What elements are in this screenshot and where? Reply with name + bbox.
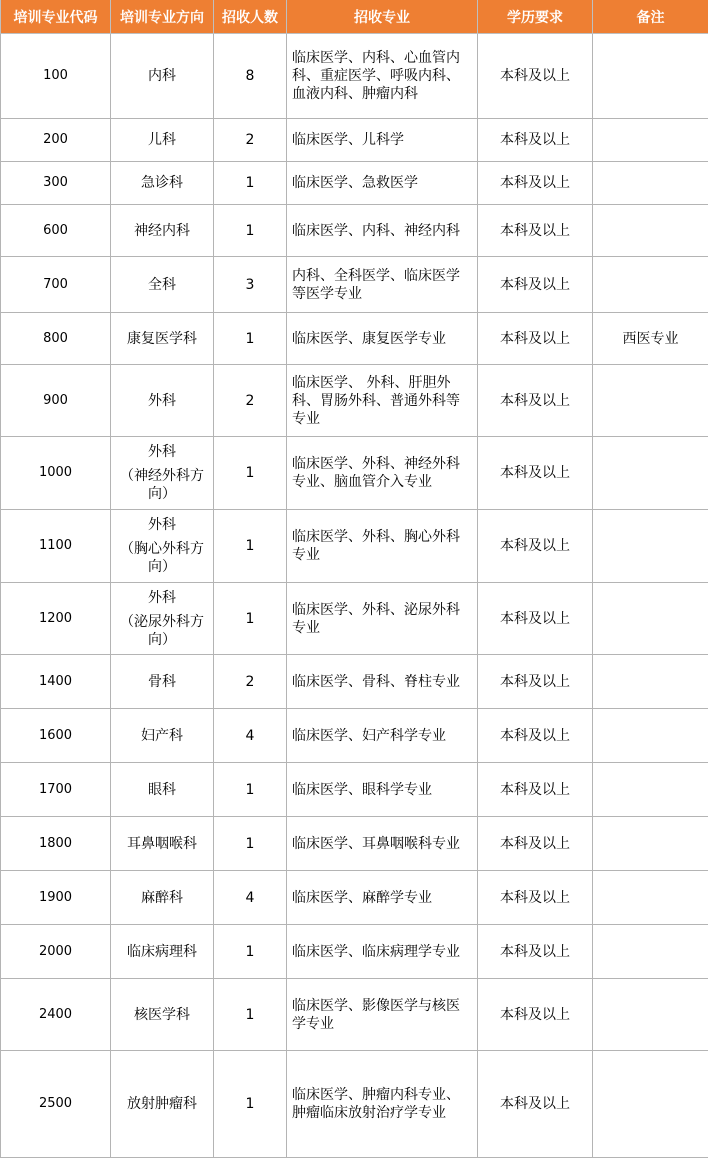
cell-code: 200 [1, 119, 111, 162]
cell-note [593, 655, 708, 709]
cell-note [593, 205, 708, 257]
direction-sub: （胸心外科方向） [120, 541, 204, 575]
cell-major: 临床医学、 外科、肝胆外科、胃肠外科、普通外科等专业 [287, 365, 478, 437]
table-row [1, 162, 708, 205]
cell-major: 内科、全科医学、临床医学等医学专业 [287, 257, 478, 313]
direction-sub: （神经外科方向） [120, 468, 204, 502]
table-row [1, 365, 708, 437]
cell-note [593, 119, 708, 162]
cell-note [593, 34, 708, 119]
direction-main: 外科 [148, 392, 176, 409]
direction-main: 儿科 [148, 132, 176, 148]
direction-main: 神经内科 [134, 222, 190, 239]
cell-major: 临床医学、临床病理学专业 [287, 925, 478, 979]
cell-education: 本科及以上 [478, 871, 593, 925]
table-row [1, 1051, 708, 1158]
table-row [1, 510, 708, 583]
cell-note [593, 365, 708, 437]
cell-count: 1 [214, 763, 287, 817]
table-row [1, 34, 708, 119]
cell-education: 本科及以上 [478, 119, 593, 162]
cell-education: 本科及以上 [478, 205, 593, 257]
cell-major: 临床医学、耳鼻咽喉科专业 [287, 817, 478, 871]
cell-education: 本科及以上 [478, 257, 593, 313]
cell-note [593, 257, 708, 313]
cell-direction [111, 979, 214, 1051]
header-note: 备注 [593, 0, 708, 34]
cell-major: 临床医学、外科、胸心外科专业 [287, 510, 478, 583]
cell-education: 本科及以上 [478, 583, 593, 655]
cell-direction [111, 763, 214, 817]
cell-education: 本科及以上 [478, 655, 593, 709]
cell-direction [111, 583, 214, 655]
cell-education: 本科及以上 [478, 1051, 593, 1158]
table-body [1, 34, 708, 1158]
table-row [1, 119, 708, 162]
cell-direction [111, 119, 214, 162]
cell-note [593, 817, 708, 871]
cell-note [593, 162, 708, 205]
cell-major: 临床医学、影像医学与核医学专业 [287, 979, 478, 1051]
table-row [1, 871, 708, 925]
cell-code: 2400 [1, 979, 111, 1051]
cell-code: 2500 [1, 1051, 111, 1158]
table-row [1, 437, 708, 510]
cell-direction [111, 871, 214, 925]
cell-code: 1800 [1, 817, 111, 871]
table-row [1, 583, 708, 655]
cell-note [593, 979, 708, 1051]
cell-count: 1 [214, 205, 287, 257]
cell-code: 1900 [1, 871, 111, 925]
cell-code: 1600 [1, 709, 111, 763]
cell-direction [111, 365, 214, 437]
cell-major: 临床医学、内科、心血管内科、重症医学、呼吸内科、血液内科、肿瘤内科 [287, 34, 478, 119]
cell-code: 1700 [1, 763, 111, 817]
direction-main: 急诊科 [141, 175, 183, 191]
cell-major: 临床医学、儿科学 [287, 119, 478, 162]
cell-direction [111, 655, 214, 709]
direction-main: 麻醉科 [141, 889, 183, 906]
cell-education: 本科及以上 [478, 437, 593, 510]
cell-count: 1 [214, 1051, 287, 1158]
cell-major: 临床医学、急救医学 [287, 162, 478, 205]
cell-major: 临床医学、内科、神经内科 [287, 205, 478, 257]
direction-main: 内科 [148, 68, 176, 84]
cell-major: 临床医学、外科、神经外科专业、脑血管介入专业 [287, 437, 478, 510]
cell-note: 西医专业 [593, 313, 708, 365]
cell-count: 1 [214, 510, 287, 583]
cell-count: 8 [214, 34, 287, 119]
cell-count: 3 [214, 257, 287, 313]
cell-count: 2 [214, 655, 287, 709]
cell-major: 临床医学、肿瘤内科专业、肿瘤临床放射治疗学专业 [287, 1051, 478, 1158]
cell-note [593, 583, 708, 655]
cell-education: 本科及以上 [478, 979, 593, 1051]
cell-major: 临床医学、康复医学专业 [287, 313, 478, 365]
cell-note [593, 437, 708, 510]
cell-education: 本科及以上 [478, 313, 593, 365]
cell-count: 2 [214, 119, 287, 162]
direction-main: 临床病理科 [127, 943, 197, 960]
table-row [1, 257, 708, 313]
cell-education: 本科及以上 [478, 162, 593, 205]
direction-main: 核医学科 [134, 1006, 190, 1023]
cell-education: 本科及以上 [478, 34, 593, 119]
cell-code: 600 [1, 205, 111, 257]
header-major: 招收专业 [287, 0, 478, 34]
cell-note [593, 925, 708, 979]
cell-direction [111, 437, 214, 510]
cell-education: 本科及以上 [478, 510, 593, 583]
table-row [1, 205, 708, 257]
direction-main: 耳鼻咽喉科 [127, 835, 197, 852]
cell-count: 1 [214, 162, 287, 205]
direction-main: 放射肿瘤科 [127, 1096, 197, 1112]
table-row [1, 313, 708, 365]
cell-education: 本科及以上 [478, 763, 593, 817]
cell-direction [111, 817, 214, 871]
direction-main: 康复医学科 [127, 330, 197, 347]
cell-code: 900 [1, 365, 111, 437]
cell-count: 1 [214, 313, 287, 365]
table-row [1, 817, 708, 871]
cell-count: 2 [214, 365, 287, 437]
cell-direction [111, 162, 214, 205]
header-count: 招收人数 [214, 0, 287, 34]
direction-main: 外科 [148, 517, 176, 533]
cell-note [593, 709, 708, 763]
cell-count: 1 [214, 583, 287, 655]
cell-education: 本科及以上 [478, 817, 593, 871]
cell-count: 1 [214, 817, 287, 871]
cell-code: 300 [1, 162, 111, 205]
cell-direction [111, 205, 214, 257]
cell-code: 2000 [1, 925, 111, 979]
cell-code: 1200 [1, 583, 111, 655]
table-row [1, 763, 708, 817]
direction-main: 眼科 [148, 781, 176, 798]
cell-education: 本科及以上 [478, 709, 593, 763]
cell-major: 临床医学、妇产科学专业 [287, 709, 478, 763]
direction-sub: （泌尿外科方向） [120, 613, 204, 648]
cell-direction [111, 313, 214, 365]
cell-major: 临床医学、骨科、脊柱专业 [287, 655, 478, 709]
direction-main: 骨科 [148, 673, 176, 690]
cell-count: 1 [214, 437, 287, 510]
cell-code: 700 [1, 257, 111, 313]
cell-code: 100 [1, 34, 111, 119]
direction-main: 外科 [148, 589, 176, 606]
cell-count: 1 [214, 979, 287, 1051]
cell-count: 4 [214, 709, 287, 763]
cell-note [593, 871, 708, 925]
table-row [1, 979, 708, 1051]
cell-code: 1100 [1, 510, 111, 583]
cell-direction [111, 1051, 214, 1158]
header-code: 培训专业代码 [1, 0, 111, 34]
header-education: 学历要求 [478, 0, 593, 34]
cell-note [593, 510, 708, 583]
direction-main: 外科 [148, 444, 176, 460]
header-direction: 培训专业方向 [111, 0, 214, 34]
table-row [1, 709, 708, 763]
cell-code: 1400 [1, 655, 111, 709]
cell-note [593, 763, 708, 817]
cell-major: 临床医学、外科、泌尿外科专业 [287, 583, 478, 655]
cell-direction [111, 709, 214, 763]
table-row [1, 655, 708, 709]
direction-main: 全科 [148, 276, 176, 293]
cell-code: 800 [1, 313, 111, 365]
cell-direction [111, 925, 214, 979]
cell-direction [111, 510, 214, 583]
cell-direction [111, 257, 214, 313]
table-row [1, 925, 708, 979]
cell-direction [111, 34, 214, 119]
cell-education: 本科及以上 [478, 925, 593, 979]
cell-count: 1 [214, 925, 287, 979]
cell-note [593, 1051, 708, 1158]
cell-code: 1000 [1, 437, 111, 510]
cell-major: 临床医学、麻醉学专业 [287, 871, 478, 925]
direction-main: 妇产科 [141, 727, 183, 744]
cell-education: 本科及以上 [478, 365, 593, 437]
table-header-row [1, 0, 708, 34]
cell-count: 4 [214, 871, 287, 925]
cell-major: 临床医学、眼科学专业 [287, 763, 478, 817]
